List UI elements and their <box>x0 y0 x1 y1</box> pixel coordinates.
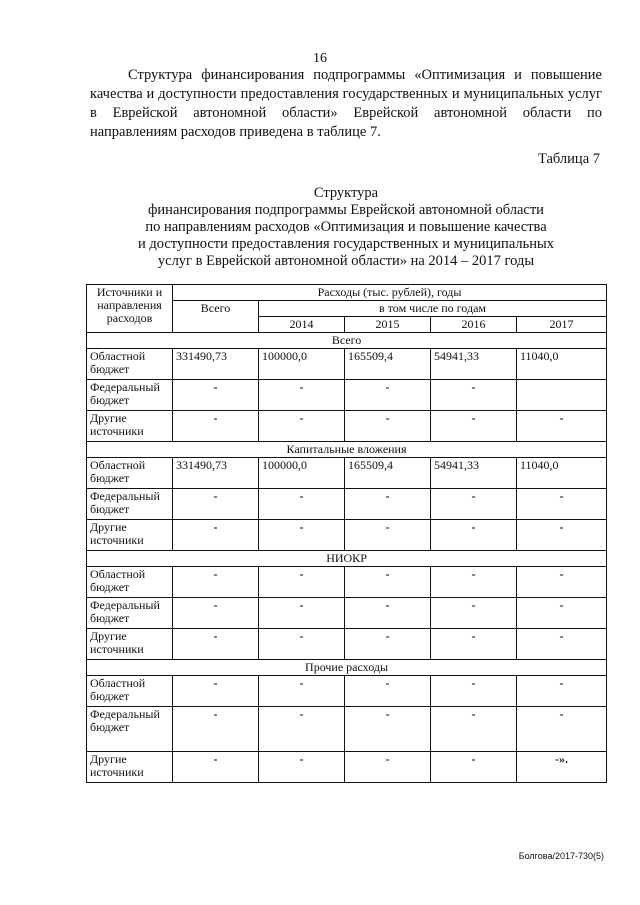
table-row <box>87 458 607 489</box>
section-row <box>87 333 607 349</box>
table-row <box>87 411 607 442</box>
row-value: 54941,33 <box>431 458 517 489</box>
row-value: - <box>345 489 431 520</box>
header-total: Всего <box>173 301 259 333</box>
table-body <box>87 333 607 783</box>
header-year: 2017 <box>517 317 607 333</box>
row-value: - <box>173 629 259 660</box>
row-source: Областной бюджет <box>87 349 173 380</box>
header-expenses: Расходы (тыс. рублей), годы <box>173 285 607 301</box>
row-value: - <box>259 489 345 520</box>
row-value: - <box>173 489 259 520</box>
row-value: - <box>259 411 345 442</box>
row-source: Федеральный бюджет <box>87 707 173 752</box>
row-value: 54941,33 <box>431 349 517 380</box>
row-source: Другие источники <box>87 411 173 442</box>
row-value: - <box>517 629 607 660</box>
row-value: - <box>431 489 517 520</box>
row-value: 11040,0 <box>517 349 607 380</box>
section-row <box>87 442 607 458</box>
row-value: - <box>431 598 517 629</box>
caption-line: финансирования подпрограммы Еврейской автономной области <box>148 202 544 218</box>
header-by-year: в том числе по годам <box>259 301 607 317</box>
table-row <box>87 489 607 520</box>
row-value: - <box>259 380 345 411</box>
row-value: - <box>173 707 259 752</box>
row-value: - <box>431 567 517 598</box>
row-value: - <box>517 489 607 520</box>
header-year: 2015 <box>345 317 431 333</box>
row-value: - <box>431 380 517 411</box>
table-row <box>87 598 607 629</box>
intro-paragraph <box>90 66 602 142</box>
row-value: 331490,73 <box>173 458 259 489</box>
row-value: - <box>345 752 431 783</box>
row-value: - <box>345 629 431 660</box>
row-source: Другие источники <box>87 520 173 551</box>
row-value: - <box>345 520 431 551</box>
table-row <box>87 380 607 411</box>
row-source: Областной бюджет <box>87 676 173 707</box>
caption-line: Структура <box>313 185 379 201</box>
table-row <box>87 629 607 660</box>
table-row <box>87 676 607 707</box>
section-title: Капитальные вложения <box>87 442 607 458</box>
row-source: Областной бюджет <box>87 458 173 489</box>
row-value: - <box>345 411 431 442</box>
row-value: 11040,0 <box>517 458 607 489</box>
row-value <box>517 380 607 411</box>
header-year: 2016 <box>431 317 517 333</box>
row-value: - <box>259 520 345 551</box>
table-label: Таблица 7 <box>537 151 600 167</box>
row-value: - <box>517 676 607 707</box>
table-row <box>87 567 607 598</box>
table-caption <box>90 185 602 270</box>
row-value: - <box>173 380 259 411</box>
row-value: - <box>259 676 345 707</box>
intro-text: Структура финансирования подпрограммы «Оптимизация и повышение качества и доступности предоставления государственных и муниципальных услуг в Еврейской автономной области» Еврейской автономной области по направлениям расходов приведена в таблице 7. <box>90 67 602 140</box>
caption-line: и доступности предоставления государственных и муниципальных <box>138 236 554 252</box>
row-value: 165509,4 <box>345 349 431 380</box>
row-value: - <box>431 676 517 707</box>
row-source: Федеральный бюджет <box>87 380 173 411</box>
row-value: - <box>173 676 259 707</box>
row-value: - <box>517 598 607 629</box>
row-value: - <box>431 629 517 660</box>
row-value: - <box>259 567 345 598</box>
row-value: - <box>345 598 431 629</box>
row-value: - <box>345 567 431 598</box>
table-row <box>87 520 607 551</box>
table-row <box>87 752 607 783</box>
row-source: Областной бюджет <box>87 567 173 598</box>
header-row <box>87 285 607 301</box>
row-value: 100000,0 <box>259 349 345 380</box>
row-value: - <box>517 567 607 598</box>
footer-code: Болгова/2017-730(5) <box>518 851 604 861</box>
section-row <box>87 551 607 567</box>
table-row <box>87 349 607 380</box>
row-value: - <box>345 707 431 752</box>
row-value: - <box>173 520 259 551</box>
section-title: НИОКР <box>87 551 607 567</box>
row-source: Федеральный бюджет <box>87 489 173 520</box>
row-value: - <box>259 707 345 752</box>
table-row <box>87 707 607 752</box>
row-value: - <box>431 411 517 442</box>
header-source: Источники и направления расходов <box>87 285 173 333</box>
row-value: - <box>345 676 431 707</box>
row-value: - <box>431 520 517 551</box>
row-value: - <box>517 411 607 442</box>
section-row <box>87 660 607 676</box>
row-value: - <box>259 598 345 629</box>
caption-line: услуг в Еврейской автономной области» на 2014 – 2017 годы <box>157 253 535 269</box>
row-source: Другие источники <box>87 629 173 660</box>
row-value: - <box>173 598 259 629</box>
row-value: - <box>517 707 607 752</box>
row-value: - <box>517 520 607 551</box>
row-value: - <box>173 567 259 598</box>
row-value: - <box>345 380 431 411</box>
section-title: Всего <box>87 333 607 349</box>
row-value: - <box>173 411 259 442</box>
section-title: Прочие расходы <box>87 660 607 676</box>
financing-table <box>86 284 607 783</box>
page-number: 16 <box>313 51 327 66</box>
row-source: Другие источники <box>87 752 173 783</box>
row-value: - <box>431 707 517 752</box>
row-value: - <box>259 752 345 783</box>
row-value: - <box>431 752 517 783</box>
row-value: 165509,4 <box>345 458 431 489</box>
row-value: 100000,0 <box>259 458 345 489</box>
row-value: 331490,73 <box>173 349 259 380</box>
row-source: Федеральный бюджет <box>87 598 173 629</box>
header-year: 2014 <box>259 317 345 333</box>
caption-line: по направлениям расходов «Оптимизация и повышение качества <box>145 219 547 235</box>
row-value: - <box>173 752 259 783</box>
row-value: - <box>259 629 345 660</box>
row-value: -». <box>517 752 607 783</box>
